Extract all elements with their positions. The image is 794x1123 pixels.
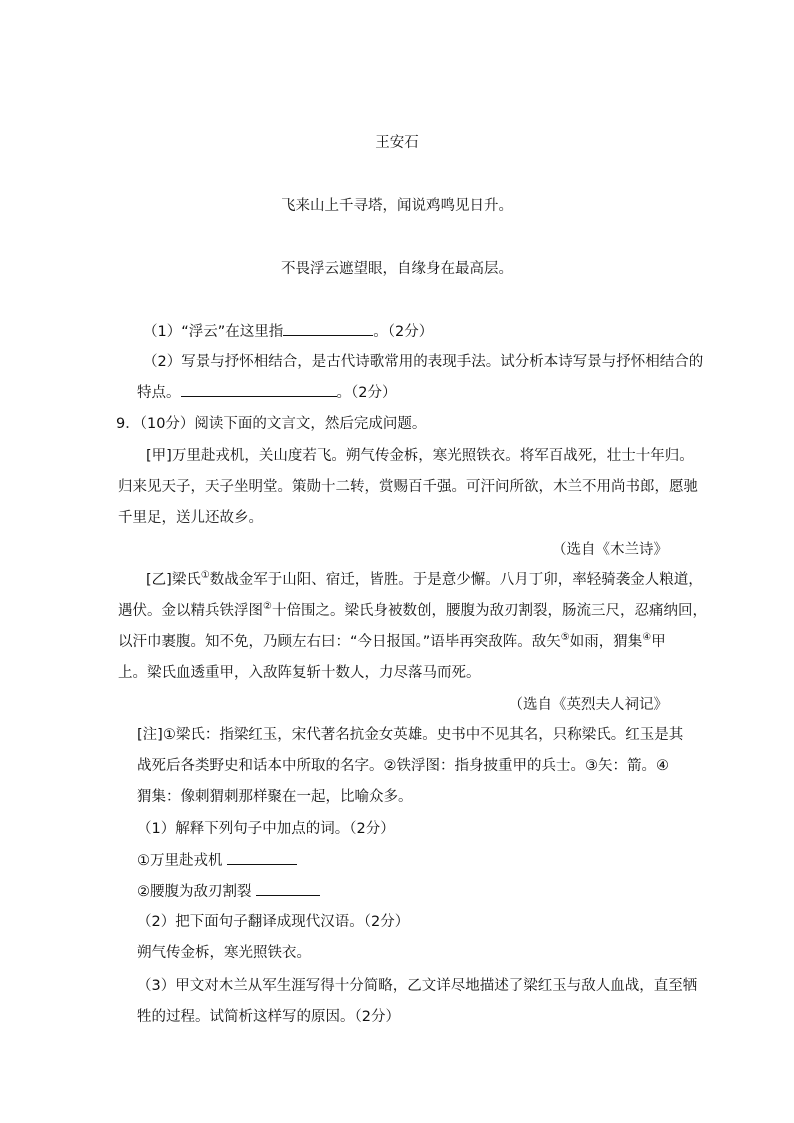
jia-line-1: [甲]万里赴戎机，关山度若飞。朔气传金柝，寒光照铁衣。将军百战死，壮士十年归。 bbox=[146, 448, 694, 464]
q9-sub1: （1）解释下列句子中加点的词。（2分） bbox=[137, 821, 395, 837]
jia-line-2: 归来见天子，天子坐明堂。策勋十二转，赏赐百千强。可汗问所欲，木兰不用尚书郎，愿驰 bbox=[118, 479, 698, 495]
yi-text: 遇伏。金以精兵铁浮图 bbox=[118, 603, 263, 619]
answer-blank[interactable] bbox=[181, 382, 337, 397]
jia-source: （选自《木兰诗》 bbox=[552, 542, 668, 558]
note-line-1: [注]①梁氏：指梁红玉，宋代著名抗金女英雄。史书中不见其名，只称梁氏。红玉是其 bbox=[137, 727, 684, 743]
yi-line-1 bbox=[146, 570, 703, 590]
footnote-mark: ⑤ bbox=[560, 632, 570, 644]
q9-sub2: （2）把下面句子翻译成现代汉语。（2分） bbox=[137, 914, 410, 930]
answer-blank[interactable] bbox=[227, 850, 297, 865]
yi-text: [乙]梁氏 bbox=[146, 572, 201, 588]
answer-blank[interactable] bbox=[256, 881, 320, 896]
poem-line-2: 不畏浮云遮望眼，自缘身在最高层。 bbox=[281, 261, 513, 277]
yi-text: 数战金军于山阳、宿迁，皆胜。于是意少懈。八月丁卯，率轻骑袭金人粮道， bbox=[209, 572, 703, 588]
yi-text: 如雨，猬集 bbox=[569, 634, 643, 650]
poem-author: 王安石 bbox=[375, 135, 419, 151]
q9-header: 9．（10分）阅读下面的文言文，然后完成问题。 bbox=[116, 416, 427, 432]
q9-sub3-line-2: 牲的过程。试简析这样写的原因。（2分） bbox=[137, 1009, 400, 1025]
item-text: ①万里赴戎机 bbox=[137, 853, 223, 869]
q8-sub1 bbox=[143, 321, 433, 342]
answer-blank[interactable] bbox=[283, 321, 373, 336]
q8-sub1-prefix: （1）“浮云”在这里指 bbox=[143, 324, 284, 340]
q8-sub2-suffix: 。（2分） bbox=[336, 385, 397, 401]
yi-text: 十倍围之。梁氏身被数创，腰腹为敌刃割裂，肠流三尺，忍痛纳回， bbox=[271, 603, 707, 619]
footnote-mark: ② bbox=[263, 601, 272, 613]
yi-line-4: 上。梁氏血透重甲，入敌阵复斩十数人，力尽落马而死。 bbox=[118, 665, 481, 681]
footnote-mark: ① bbox=[200, 570, 210, 582]
yi-text: 甲 bbox=[651, 634, 666, 650]
poem-line-1: 飞来山上千寻塔，闻说鸡鸣见日升。 bbox=[281, 198, 513, 214]
jia-line-3: 千里足，送儿还故乡。 bbox=[118, 510, 263, 526]
note-line-2: 战死后各类野史和话本中所取的名字。②铁浮图：指身披重甲的兵士。③矢：箭。④ bbox=[137, 758, 669, 774]
note-line-3: 猬集：像刺猬刺那样聚在一起，比喻众多。 bbox=[137, 789, 413, 805]
q9-sub1-item-b bbox=[137, 881, 320, 902]
yi-line-2 bbox=[118, 601, 707, 621]
yi-text: 以汗巾裹腹。知不免，乃顾左右曰：“今日报国。”语毕再突敌阵。敌矢 bbox=[118, 634, 561, 650]
q8-sub1-suffix: 。（2分） bbox=[373, 324, 434, 340]
yi-line-3 bbox=[118, 632, 666, 652]
q9-sub3-line-1: （3）甲文对木兰从军生涯写得十分简略，乙文详尽地描述了梁红玉与敌人血战，直至牺 bbox=[137, 978, 698, 994]
item-text: ②腰腹为敌刃割裂 bbox=[137, 884, 252, 900]
footnote-mark: ④ bbox=[642, 632, 652, 644]
yi-source: （选自《英烈夫人祠记》 bbox=[508, 697, 668, 713]
q8-sub2-line-1: （2）写景与抒怀相结合，是古代诗歌常用的表现手法。试分析本诗写景与抒怀相结合的 bbox=[143, 354, 704, 370]
q8-sub2-line-2 bbox=[137, 382, 396, 403]
q9-sub1-item-a bbox=[137, 850, 297, 871]
q8-sub2-prefix: 特点。 bbox=[137, 385, 181, 401]
q9-sub2-text: 朔气传金柝，寒光照铁衣。 bbox=[137, 945, 311, 961]
